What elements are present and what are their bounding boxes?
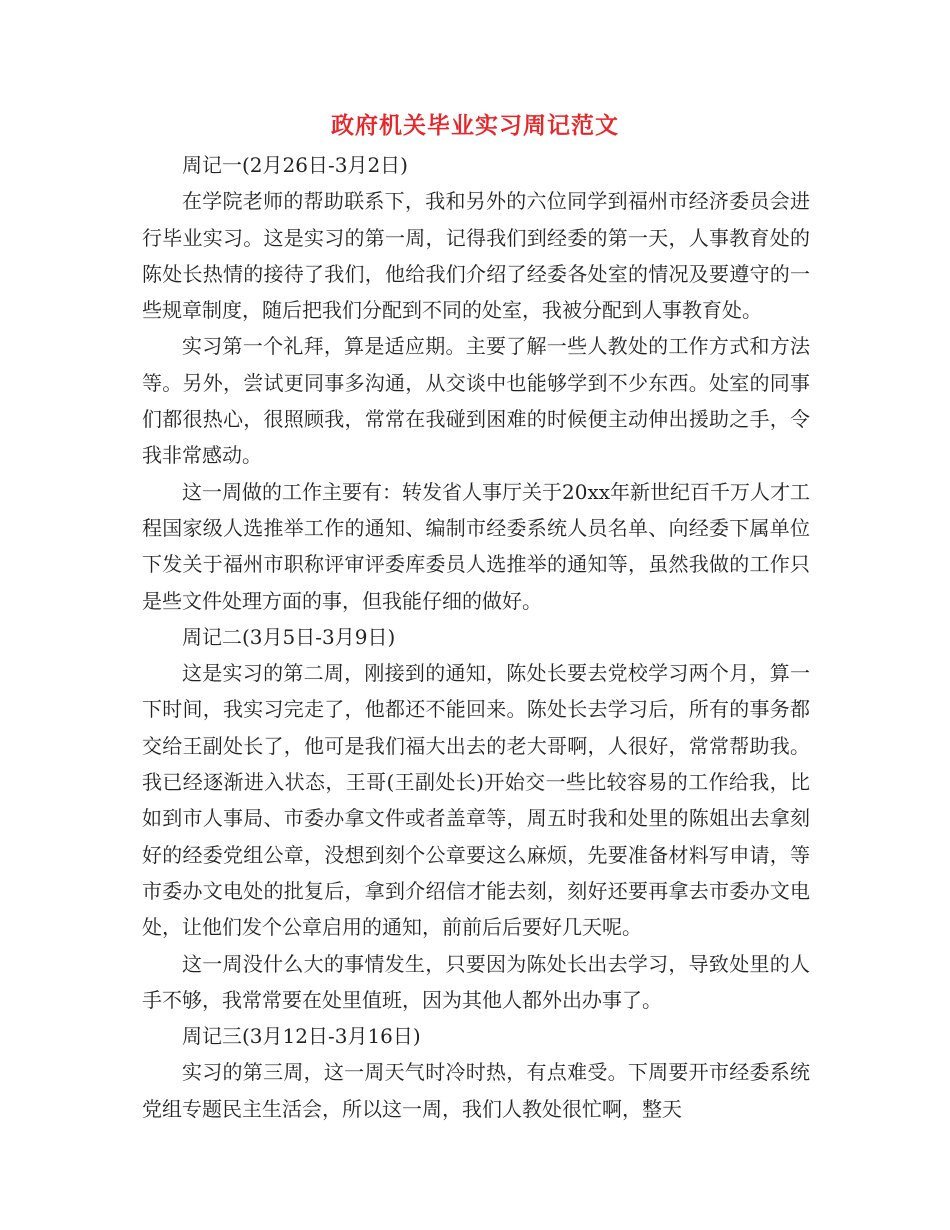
paragraph: 这一周做的工作主要有：转发省人事厅关于20xx年新世纪百千万人才工程国家级人选推举工作的通知、编制市经委系统人员名单、向经委下属单位下发关于福州市职称评审评委库委员人选推举的通知等，虽然我做的工作只是些文件处理方面的事，但我能仔细的做好。: [142, 479, 811, 613]
paragraph-week3-heading: 周记三(3月12日-3月16日): [182, 1024, 421, 1049]
document-body: [142, 147, 810, 1127]
paragraph-week1-heading: 周记一(2月26日-3月2日): [182, 153, 408, 177]
paragraph: 这是实习的第二周，刚接到的通知，陈处长要去党校学习两个月，算一下时间，我实习完走了，他都还不能回来。陈处长去学习后，所有的事务都交给王副处长了，他可是我们福大出去的老大哥啊，人很好，常常帮助我。我已经逐渐进入状态，王哥(王副处长)开始交一些比较容易的工作给我，比如到市人事局、市委办拿文件或者盖章等，周五时我和处里的陈姐出去拿刻好的经委党组公章，没想到刻个公章要这么麻烦，先要准备材料写申请，等市委办文电处的批复后，拿到介绍信才能去刻，刻好还要再拿去市委办文电处，让他们发个公章启用的通知，前前后后要好几天呢。: [142, 661, 810, 940]
paragraph: 这一周没什么大的事情发生，只要因为陈处长出去学习，导致处里的人手不够，我常常要在处里值班，因为其他人都外出办事了。: [142, 951, 810, 1012]
paragraph: 在学院老师的帮助联系下，我和另外的六位同学到福州市经济委员会进行毕业实习。这是实习的第一周，记得我们到经委的第一天，人事教育处的陈处长热情的接待了我们，他给我们介绍了经委各处室的情况及要遵守的一些规章制度，随后把我们分配到不同的处室，我被分配到人事教育处。: [142, 189, 810, 323]
paragraph-week2-heading: 周记二(3月5日-3月9日): [182, 624, 396, 649]
document-title: 政府机关毕业实习周记范文: [331, 112, 619, 139]
paragraph: 实习第一个礼拜，算是适应期。主要了解一些人教处的工作方式和方法等。另外，尝试更同事多沟通，从交谈中也能够学到不少东西。处室的同事们都很热心，很照顾我，常常在我碰到困难的时候便主动伸出援助之手，令我非常感动。: [142, 334, 810, 468]
paragraph: 实习的第三周，这一周天气时冷时热，有点难受。下周要开市经委系统党组专题民主生活会，所以这一周，我们人教处很忙啊，整天: [142, 1060, 810, 1121]
